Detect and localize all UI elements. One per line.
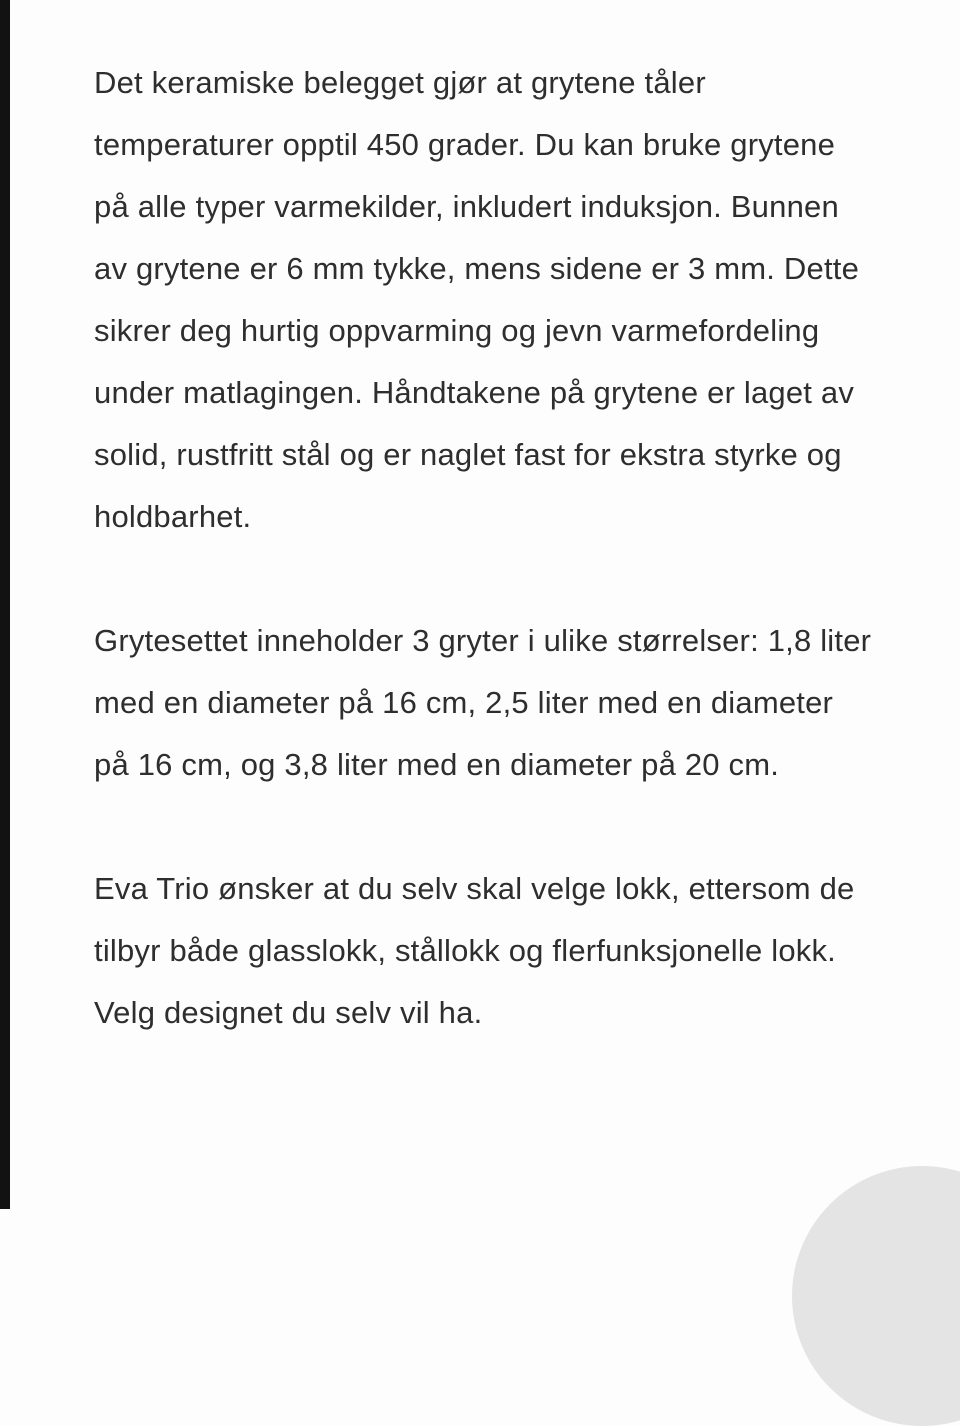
paragraph-lid-options: Eva Trio ønsker at du selv skal velge lokk, ettersom de tilbyr både glasslokk, stållokk og flerfunksjonelle lokk. Velg designet du selv vil ha.	[94, 871, 855, 1030]
paragraph-ceramic-coating: Det keramiske belegget gjør at grytene tåler temperaturer opptil 450 grader. Du kan bruke grytene på alle typer varmekilder, inkludert induksjon. Bunnen av grytene er 6 mm tykke, mens sidene er 3 mm. Dette sikrer deg hurtig oppvarming og jevn varmefordeling under matlagingen. Håndtakene på grytene er laget av solid, rustfritt stål og er naglet fast for ekstra styrke og holdbarhet.	[94, 65, 860, 534]
paragraph-set-contents: Grytesettet inneholder 3 gryter i ulike størrelser: 1,8 liter med en diameter på 16 cm, 2,5 liter med en diameter på 16 cm, og 3,8 liter med en diameter på 20 cm.	[94, 623, 872, 782]
product-description-text	[94, 52, 876, 1044]
left-edge-bar	[0, 0, 10, 1209]
corner-circle-decoration	[792, 1166, 960, 1426]
